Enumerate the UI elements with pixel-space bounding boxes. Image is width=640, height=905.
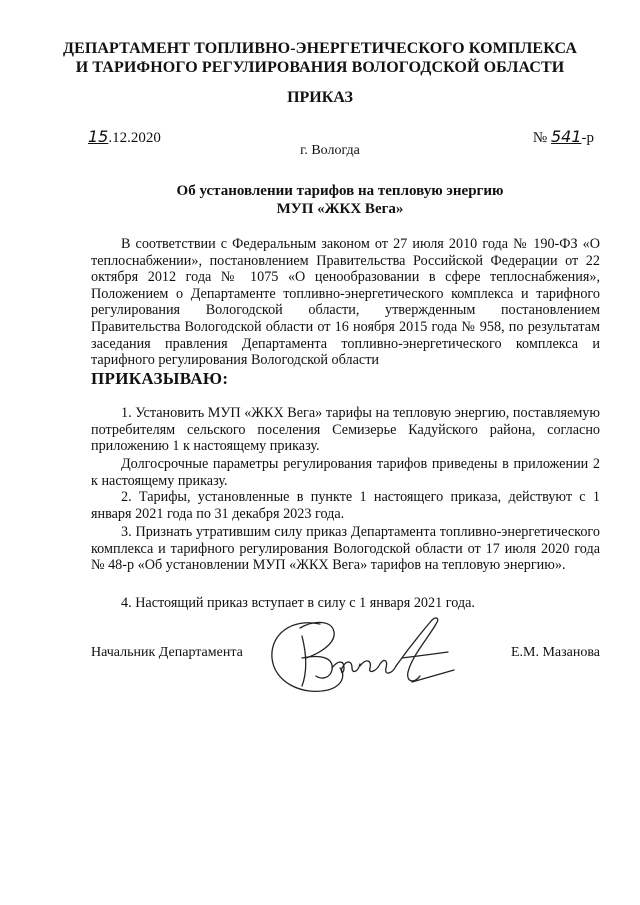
item-1-long-term-paragraph: Долгосрочные параметры регулирования тарифов приведены в приложении 2 к настоящему приказу.	[91, 456, 600, 489]
order-number-prefix: №	[532, 130, 551, 146]
department-name-line-1: ДЕПАРТАМЕНТ ТОПЛИВНО-ЭНЕРГЕТИЧЕСКОГО КОМПЛЕКСА	[62, 40, 578, 57]
department-name-line-2: И ТАРИФНОГО РЕГУЛИРОВАНИЯ ВОЛОГОДСКОЙ ОБЛАСТИ	[75, 59, 565, 76]
order-number-value: 541	[550, 127, 582, 146]
preamble-paragraph: В соответствии с Федеральным законом от 27 июля 2010 года № 190-ФЗ «О теплоснабжении», постановлением Правительства Российской Федерации от 22 октября 2012 года № 1075 «О ценообразовании в сфере теплоснабжения», Положением о Департаменте топливно-энергетического комплекса и тарифного регулирования Вологодской области, утвержденным постановлением Правительства Вологодской области от 16 ноября 2015 года № 958, по результатам заседания правления Департамента топливно-энергетического комплекса и тарифного регулирования Вологодской области	[91, 236, 600, 369]
order-number-suffix: -р	[581, 130, 594, 146]
subject-line-1: Об установлении тарифов на тепловую энергию	[176, 183, 504, 199]
order-date-day: 15	[88, 127, 109, 146]
subject-line-2: МУП «ЖКХ Вега»	[276, 201, 404, 217]
document-type-title: ПРИКАЗ	[287, 89, 353, 106]
item-2-paragraph: 2. Тарифы, установленные в пункте 1 настоящего приказа, действуют с 1 января 2021 года по 31 декабря 2023 года.	[91, 489, 600, 522]
item-1-paragraph: 1. Установить МУП «ЖКХ Вега» тарифы на тепловую энергию, поставляемую потребителям сельского поселения Семизерье Кадуйского района, согласно приложению 1 к настоящему приказу.	[91, 405, 600, 455]
signatory-name: Е.М. Мазанова	[510, 645, 600, 660]
item-3-paragraph: 3. Признать утратившим силу приказ Департамента топливно-энергетического комплекса и тарифного регулирования Вологодской области от 17 июля 2020 года № 48-р «Об установлении МУП «ЖКХ Вега» тарифов на тепловую энергию».	[91, 524, 600, 574]
signatory-position: Начальник Департамента	[91, 645, 243, 660]
handwritten-signature	[262, 612, 458, 704]
order-date-rest: .12.2020	[108, 130, 161, 146]
item-4-paragraph: 4. Настоящий приказ вступает в силу с 1 января 2021 года.	[121, 595, 475, 611]
order-city: г. Вологда	[300, 143, 360, 158]
decree-heading: ПРИКАЗЫВАЮ:	[91, 369, 229, 388]
